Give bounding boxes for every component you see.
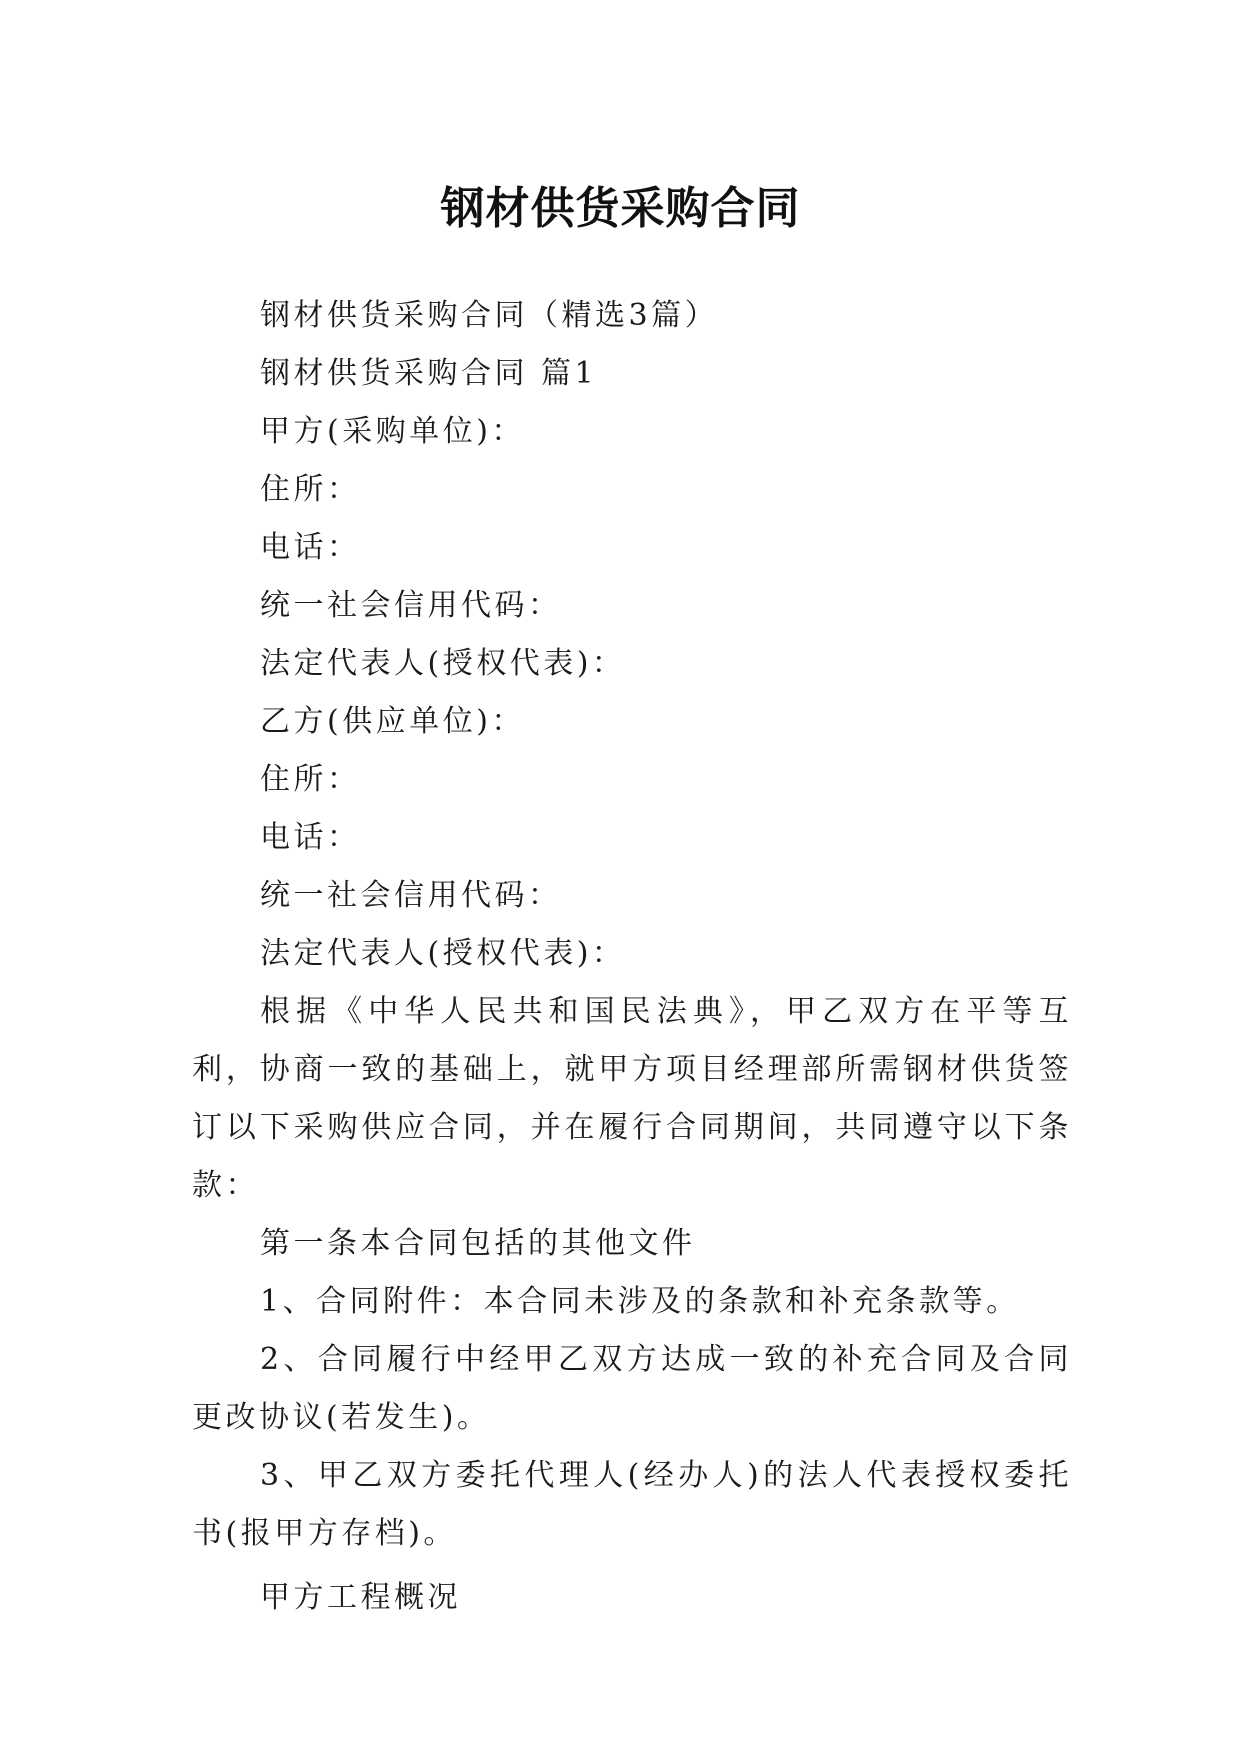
paragraph-party-a: 甲方(采购单位)： [260, 414, 525, 449]
paragraph-subtitle: 钢材供货采购合同（精选3篇） [260, 298, 719, 333]
document-body [192, 287, 1072, 1627]
paragraph-party-b: 乙方(供应单位)： [260, 704, 525, 739]
paragraph-article-1-item-3: 3、甲乙双方委托代理人(经办人)的法人代表授权委托书(报甲方存档)。 [192, 1458, 1072, 1551]
paragraph-party-a-credit-code: 统一社会信用代码： [260, 588, 562, 623]
paragraph-article-1-item-1: 1、合同附件：本合同未涉及的条款和补充条款等。 [260, 1284, 1020, 1319]
paragraph-party-b-phone: 电话： [260, 820, 361, 855]
paragraph-article-1-item-2: 2、合同履行中经甲乙双方达成一致的补充合同及合同更改协议(若发生)。 [192, 1342, 1072, 1435]
paragraph-party-a-representative: 法定代表人(授权代表)： [260, 646, 626, 681]
paragraph-article-1-heading: 第一条本合同包括的其他文件 [260, 1226, 696, 1261]
paragraph-project-overview: 甲方工程概况 [260, 1580, 461, 1615]
document-title: 钢材供货采购合同 [440, 183, 801, 235]
paragraph-party-b-address: 住所： [260, 762, 361, 797]
paragraph-party-b-representative: 法定代表人(授权代表)： [260, 936, 626, 971]
paragraph-party-a-phone: 电话： [260, 530, 361, 565]
paragraph-party-b-credit-code: 统一社会信用代码： [260, 878, 562, 913]
paragraph-preamble: 根据《中华人民共和国民法典》，甲乙双方在平等互利，协商一致的基础上，就甲方项目经理部所需钢材供货签订以下采购供应合同，并在履行合同期间，共同遵守以下条款： [192, 994, 1072, 1203]
paragraph-party-a-address: 住所： [260, 472, 361, 507]
paragraph-section-heading: 钢材供货采购合同 篇1 [260, 356, 598, 391]
